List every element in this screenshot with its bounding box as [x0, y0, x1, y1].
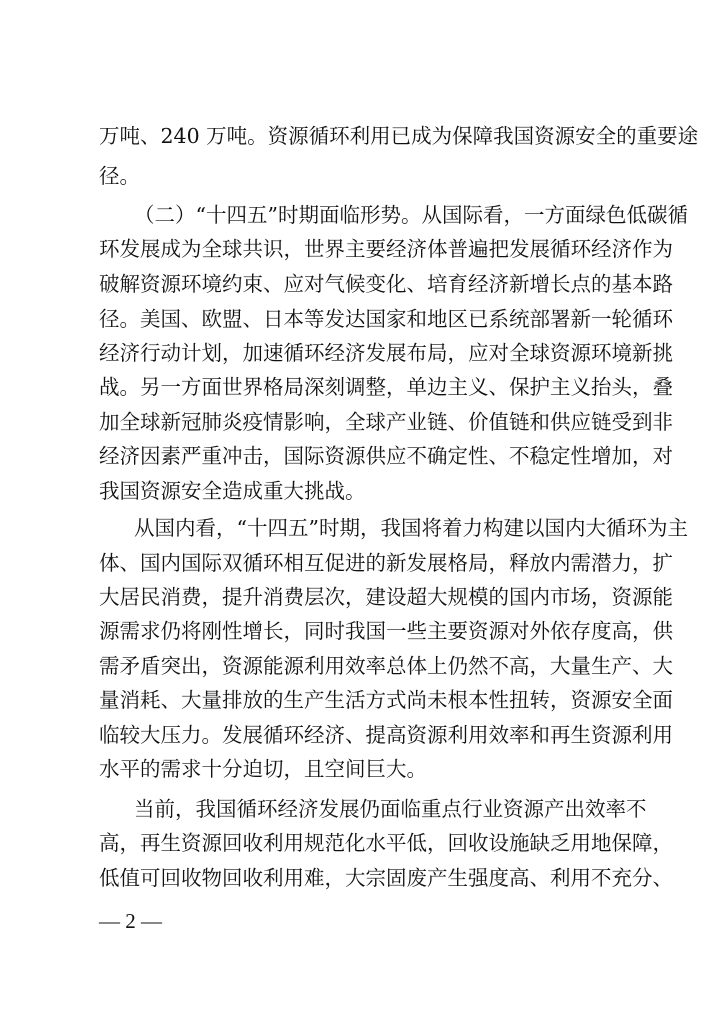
text-line: 水平的需求十分迫切，且空间巨大。 — [99, 757, 427, 781]
text-line: 临较大压力。发展循环经济、提高资源利用效率和再生资源利用 — [99, 723, 673, 747]
text-line: 量消耗、大量排放的生产生活方式尚未根本性扭转，资源安全面 — [99, 688, 673, 712]
text-line: 需矛盾突出，资源能源利用效率总体上仍然不高，大量生产、大 — [99, 654, 673, 678]
text-line: 我国资源安全造成重大挑战。 — [99, 479, 366, 503]
text-line: 当前，我国循环经济发展仍面临重点行业资源产出效率不 — [134, 797, 647, 821]
text-line: 战。另一方面世界格局深刻调整，单边主义、保护主义抬头，叠 — [99, 375, 673, 399]
text-line: 径。美国、欧盟、日本等发达国家和地区已系统部署新一轮循环 — [99, 307, 673, 331]
text-line: 经济因素严重冲击，国际资源供应不确定性、不稳定性增加，对 — [99, 444, 673, 468]
text-line: 破解资源环境约束、应对气候变化、培育经济新增长点的基本路 — [99, 272, 673, 296]
text-line: 体、国内国际双循环相互促进的新发展格局，释放内需潜力，扩 — [99, 551, 673, 575]
text-line: 万吨、240 万吨。资源循环利用已成为保障我国资源安全的重要途 — [99, 124, 699, 148]
text-line: 经济行动计划，加速循环经济发展布局，应对全球资源环境新挑 — [99, 341, 673, 365]
text-line: 加全球新冠肺炎疫情影响，全球产业链、价值链和供应链受到非 — [99, 410, 673, 434]
text-line: 高，再生资源回收利用规范化水平低，回收设施缺乏用地保障， — [99, 831, 673, 855]
text-line: 低值可回收物回收利用难，大宗固废产生强度高、利用不充分、 — [99, 866, 673, 890]
text-line: 环发展成为全球共识，世界主要经济体普遍把发展循环经济作为 — [99, 237, 673, 261]
text-line: 大居民消费，提升消费层次，建设超大规模的国内市场，资源能 — [99, 585, 673, 609]
text-line: 径。 — [99, 164, 140, 188]
text-line: 源需求仍将刚性增长，同时我国一些主要资源对外依存度高，供 — [99, 619, 673, 643]
page-number: — 2 — — [99, 909, 162, 933]
text-line: 从国内看，“十四五”时期，我国将着力构建以国内大循环为主 — [134, 516, 688, 540]
text-line: （二）“十四五”时期面临形势。从国际看，一方面绿色低碳循 — [134, 203, 688, 227]
